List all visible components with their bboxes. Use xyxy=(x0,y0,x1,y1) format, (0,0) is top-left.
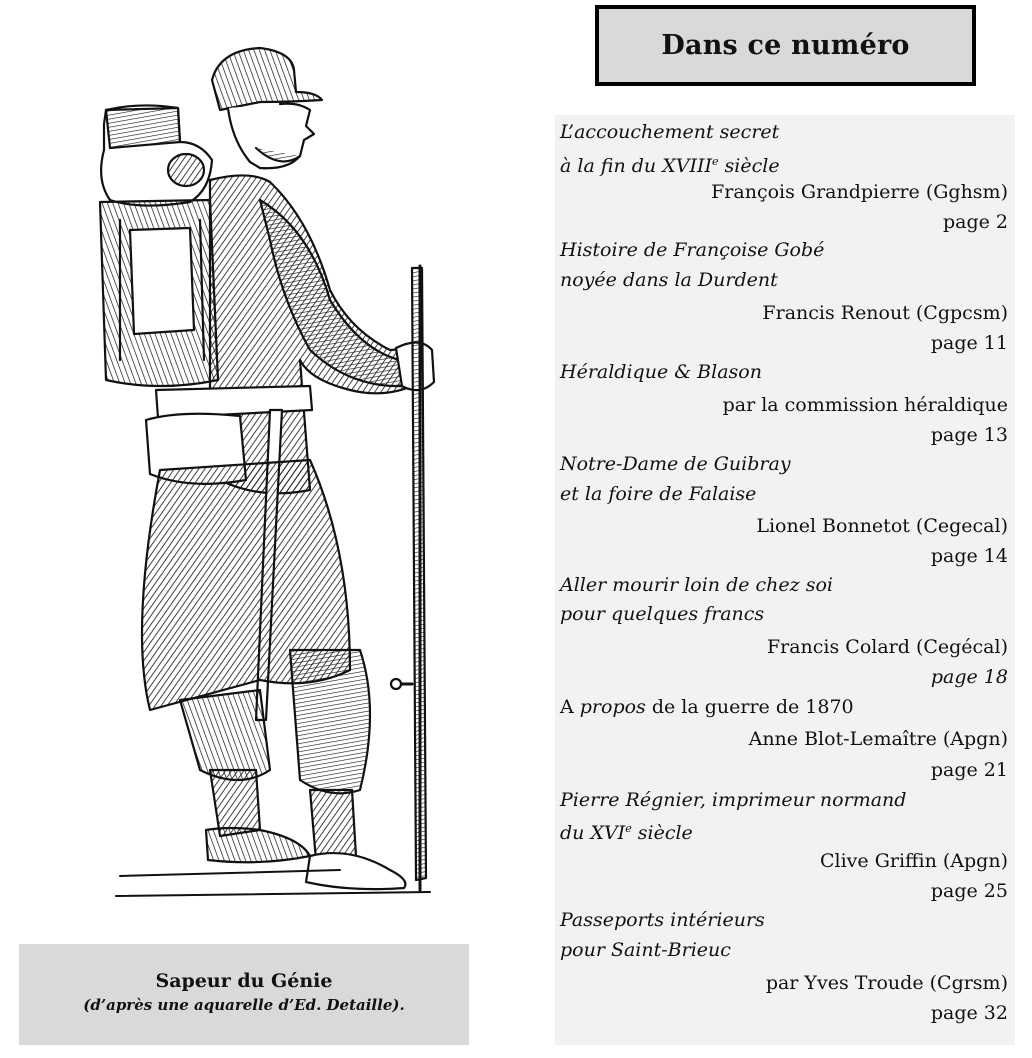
toc-entry-title[interactable]: pour Saint-Brieuc xyxy=(560,939,731,961)
toc-entry-title[interactable]: Aller mourir loin de chez soi xyxy=(560,574,833,596)
header-title: Dans ce numéro xyxy=(661,30,910,61)
toc-entry-title[interactable]: A propos de la guerre de 1870 xyxy=(560,696,854,718)
caption-title: Sapeur du Génie xyxy=(155,970,333,992)
toc-entry-title[interactable]: Héraldique & Blason xyxy=(560,361,762,383)
toc-entry-title[interactable]: à la fin du XVIIIe siècle xyxy=(560,155,780,177)
toc-entry-author: Francis Renout (Cgpcsm) xyxy=(762,302,1008,324)
toc-entry-author: François Grandpierre (Gghsm) xyxy=(711,181,1008,203)
toc-entry-page[interactable]: page 2 xyxy=(942,211,1008,233)
toc-entry-title[interactable]: noyée dans la Durdent xyxy=(560,269,778,291)
toc-entry-title[interactable]: Pierre Régnier, imprimeur normand xyxy=(560,789,907,811)
toc-entry-author: par Yves Troude (Cgrsm) xyxy=(765,972,1008,994)
toc-entry-title[interactable]: Passeports intérieurs xyxy=(560,909,765,931)
toc-entry-title[interactable]: et la foire de Falaise xyxy=(560,483,757,505)
toc-entry-author: Francis Colard (Cegécal) xyxy=(766,636,1008,658)
table-of-contents xyxy=(555,115,1015,1045)
toc-entry-page[interactable]: page 14 xyxy=(930,545,1008,567)
toc-entry-page[interactable]: page 11 xyxy=(930,332,1008,354)
soldier-illustration xyxy=(60,30,520,940)
toc-entry-page[interactable]: page 21 xyxy=(930,759,1008,781)
section-header xyxy=(595,5,976,86)
toc-entry-title[interactable]: L’accouchement secret xyxy=(560,121,780,143)
toc-entry-page[interactable]: page 13 xyxy=(930,424,1008,446)
illustration-caption xyxy=(19,944,469,1045)
toc-entry-title[interactable]: du XVIe siècle xyxy=(560,822,693,844)
toc-entry-author: Lionel Bonnetot (Cegecal) xyxy=(756,515,1008,537)
toc-entry-author: Clive Griffin (Apgn) xyxy=(819,850,1008,872)
toc-entry-page[interactable]: page 25 xyxy=(930,880,1008,902)
toc-entry-page[interactable]: page 32 xyxy=(930,1002,1008,1024)
toc-entry-author: Anne Blot-Lemaître (Apgn) xyxy=(748,728,1008,750)
toc-entry-author: par la commission héraldique xyxy=(722,394,1008,416)
toc-entry-page[interactable]: page 18 xyxy=(930,666,1008,688)
toc-entry-title[interactable]: pour quelques francs xyxy=(560,603,765,625)
toc-entry-title[interactable]: Notre-Dame de Guibray xyxy=(560,453,791,475)
caption-subtitle: (d’après une aquarelle d’Ed. Detaille). xyxy=(83,996,405,1014)
toc-entry-title[interactable]: Histoire de Françoise Gobé xyxy=(560,239,825,261)
